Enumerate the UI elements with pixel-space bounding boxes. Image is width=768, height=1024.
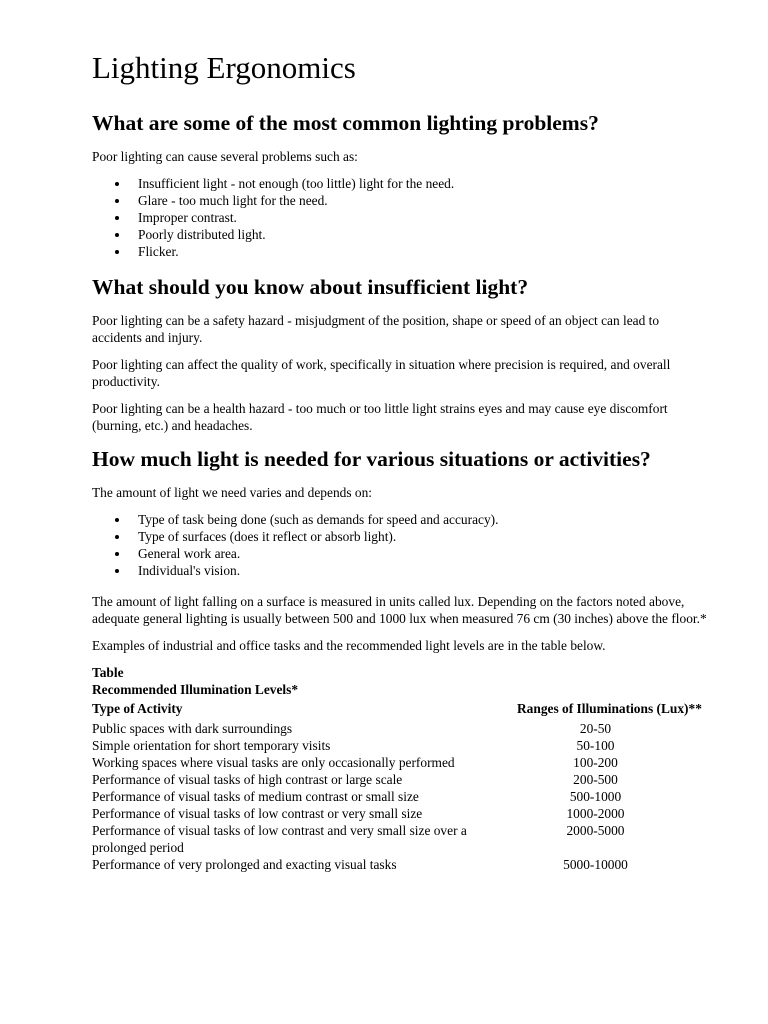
- section-intro: Poor lighting can cause several problems such as:: [92, 149, 358, 164]
- activity-cell: Working spaces where visual tasks are only occasionally performed: [92, 755, 455, 770]
- range-cell: 500-1000: [569, 789, 622, 804]
- table-title: Recommended Illumination Levels*: [92, 682, 299, 697]
- activity-cell: Performance of visual tasks of high contrast or large scale: [92, 772, 403, 787]
- paragraph: Examples of industrial and office tasks and the recommended light levels are in the table below.: [92, 638, 606, 653]
- range-cell: 1000-2000: [566, 806, 625, 821]
- document-page: [92, 48, 712, 873]
- range-cell: 200-500: [573, 772, 618, 787]
- table-row: [92, 720, 702, 737]
- list-item: Individual's vision.: [92, 562, 712, 579]
- list-item: Glare - too much light for the need.: [92, 192, 712, 209]
- activity-cell: Performance of visual tasks of low contrast and very small size over a prolonged period: [92, 823, 467, 855]
- list-item: Type of surfaces (does it reflect or absorb light).: [92, 528, 712, 545]
- list-item: Improper contrast.: [92, 209, 712, 226]
- table-row: [92, 856, 702, 873]
- column-header-range: Ranges of Illuminations (Lux)**: [517, 701, 702, 716]
- section-insufficient-light: [92, 274, 712, 434]
- activity-cell: Performance of visual tasks of medium contrast or small size: [92, 789, 419, 804]
- range-cell: 20-50: [579, 721, 612, 736]
- table-body: [92, 720, 702, 873]
- illumination-table: [92, 700, 702, 873]
- activity-cell: Performance of visual tasks of low contrast or very small size: [92, 806, 423, 821]
- table-row: [92, 754, 702, 771]
- list-item: General work area.: [92, 545, 712, 562]
- activity-cell: Performance of very prolonged and exacting visual tasks: [92, 857, 397, 872]
- column-header-activity: Type of Activity: [92, 701, 183, 716]
- range-cell: 50-100: [576, 738, 615, 753]
- table-header-row: [92, 700, 702, 720]
- paragraph: Poor lighting can be a health hazard - too much or too little light strains eyes and may cause eye discomfort (burning, etc.) and headaches.: [92, 401, 668, 433]
- list-item: Insufficient light - not enough (too little) light for the need.: [92, 175, 712, 192]
- table-row: [92, 737, 702, 754]
- section-heading: What are some of the most common lighting problems?: [92, 111, 599, 135]
- problems-list: [92, 175, 712, 260]
- section-heading: What should you know about insufficient light?: [92, 275, 529, 299]
- factors-list: [92, 511, 712, 579]
- paragraph: Poor lighting can be a safety hazard - misjudgment of the position, shape or speed of an object can lead to accidents and injury.: [92, 313, 660, 345]
- range-cell: 2000-5000: [566, 823, 625, 838]
- table-row: [92, 805, 702, 822]
- illumination-table-block: [92, 664, 712, 873]
- section-heading: How much light is needed for various situations or activities?: [92, 447, 651, 471]
- section-light-needed: [92, 446, 712, 654]
- list-item: Flicker.: [92, 243, 712, 260]
- table-row: [92, 788, 702, 805]
- paragraph: Poor lighting can affect the quality of work, specifically in situation where precision is required, and overall productivity.: [92, 357, 671, 389]
- table-caption: Table: [92, 665, 124, 680]
- list-item: Type of task being done (such as demands for speed and accuracy).: [92, 511, 712, 528]
- table-row: [92, 822, 702, 856]
- paragraph: The amount of light falling on a surface is measured in units called lux. Depending on the factors noted above, adequate general lighting is usually between 500 and 1000 lux when measured 76 cm (30 inches) above the floor.*: [92, 594, 707, 626]
- range-cell: 100-200: [573, 755, 618, 770]
- section-lighting-problems: [92, 110, 712, 260]
- range-cell: 5000-10000: [563, 857, 628, 872]
- list-item: Poorly distributed light.: [92, 226, 712, 243]
- table-row: [92, 771, 702, 788]
- section-intro: The amount of light we need varies and depends on:: [92, 485, 373, 500]
- activity-cell: Simple orientation for short temporary visits: [92, 738, 331, 753]
- page-title: Lighting Ergonomics: [92, 50, 356, 85]
- activity-cell: Public spaces with dark surroundings: [92, 721, 293, 736]
